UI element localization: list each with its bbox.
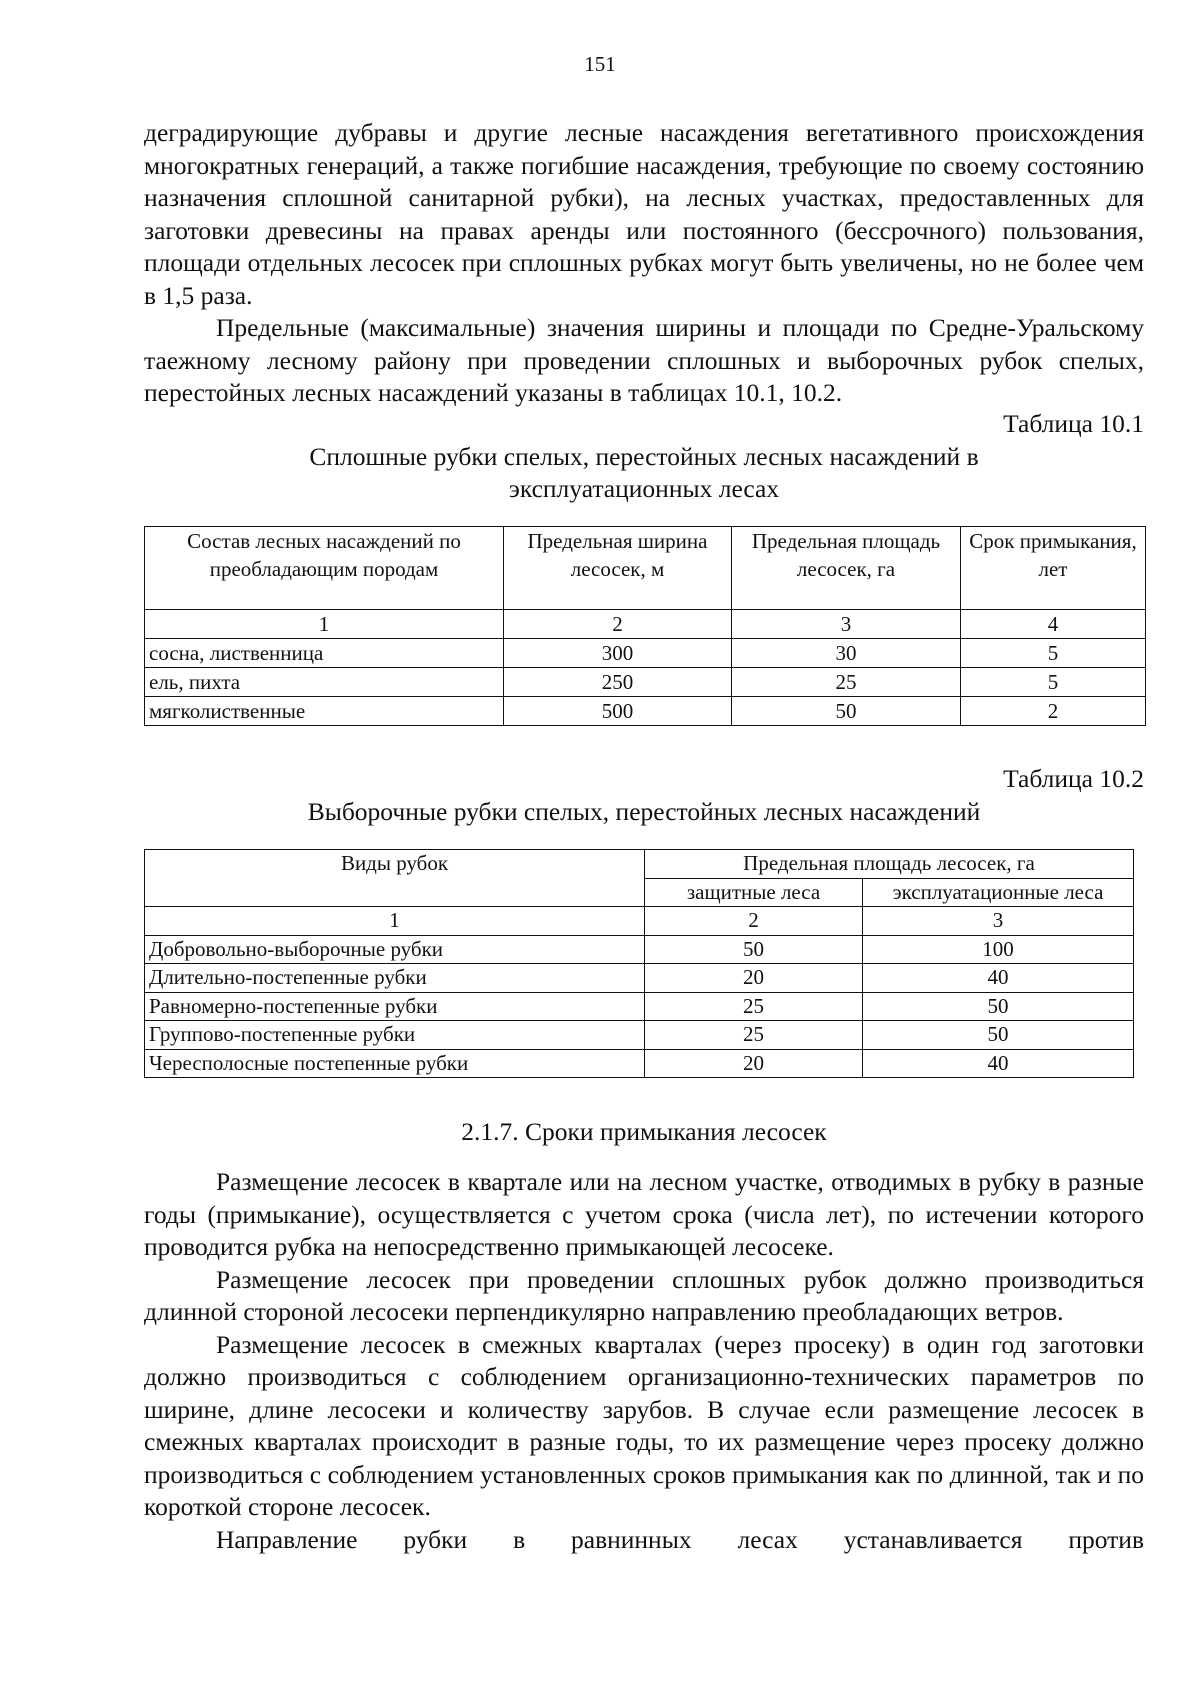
table-row — [145, 668, 1146, 697]
table-row — [145, 1021, 1134, 1050]
protective-area-cell: 25 — [645, 1021, 863, 1050]
protective-area-cell: 20 — [645, 964, 863, 993]
column-header: Виды рубок — [145, 850, 645, 907]
operational-area-cell: 50 — [863, 992, 1134, 1021]
cutting-type-cell: Равномерно-постепенные рубки — [145, 992, 645, 1021]
paragraph: Направление рубки в равнинных лесах устанавливается против — [216, 1524, 1144, 1554]
protective-area-cell: 20 — [645, 1049, 863, 1078]
species-cell: мягколиственные — [145, 697, 504, 726]
paragraph: Размещение лесосек в смежных кварталах (через просеку) в один год заготовки должно производиться с соблюдением организационно-технических параметров по ширине, длине лесосеки и количеству зарубов. В случае если размещение лесосек в смежных кварталах происходит в разные годы, то их размещение через просеку должно производиться с соблюдением установленных сроков примыкания как по длинной, так и по короткой стороне лесосек. — [144, 1329, 1144, 1521]
table-row — [145, 697, 1146, 726]
protective-area-cell: 25 — [645, 992, 863, 1021]
table-header-row — [145, 527, 1146, 610]
section-text — [144, 1166, 1144, 1556]
table2-title: Выборочные рубки спелых, перестойных лесных насаждений — [307, 796, 981, 826]
column-header: защитные леса — [645, 878, 863, 907]
column-number-row — [145, 610, 1146, 639]
column-header: эксплуатационные леса — [863, 878, 1134, 907]
term-cell: 5 — [961, 639, 1146, 668]
section-heading: 2.1.7. Сроки примыкания лесосек — [461, 1117, 827, 1146]
column-number: 2 — [645, 907, 863, 936]
paragraph: деградирующие дубравы и другие лесные насаждения вегетативного происхождения многократных генераций, а также погибшие насаждения, требующие по своему состоянию назначения сплошной санитарной рубки), на лесных участках, предоставленных для заготовки древесины на правах аренды или постоянного (бессрочного) пользования, площади отдельных лесосек при сплошных рубках могут быть увеличены, но не более чем в 1,5 раза. — [144, 118, 1144, 310]
table-header-row — [145, 850, 1134, 879]
paragraph: Предельные (максимальные) значения ширины и площади по Средне-Уральскому таежному лесному району при проведении сплошных и выборочных рубок спелых, перестойных лесных насаждений указаны в таблицах 10.1, 10.2. — [144, 313, 1144, 407]
term-cell: 2 — [961, 697, 1146, 726]
table-row — [145, 639, 1146, 668]
cutting-type-cell: Группово-постепенные рубки — [145, 1021, 645, 1050]
column-header: Срок примыкания, лет — [961, 527, 1146, 610]
area-cell: 50 — [732, 697, 961, 726]
operational-area-cell: 100 — [863, 935, 1134, 964]
table1-label: Таблица 10.1 — [1003, 409, 1144, 438]
operational-area-cell: 40 — [863, 964, 1134, 993]
column-number: 2 — [504, 610, 732, 639]
cutting-type-cell: Длительно-постепенные рубки — [145, 964, 645, 993]
operational-area-cell: 50 — [863, 1021, 1134, 1050]
column-number: 1 — [145, 610, 504, 639]
column-number: 4 — [961, 610, 1146, 639]
species-cell: ель, пихта — [145, 668, 504, 697]
area-cell: 30 — [732, 639, 961, 668]
width-cell: 300 — [504, 639, 732, 668]
table-selective-cutting-limits — [144, 849, 1134, 1078]
table2-label: Таблица 10.2 — [1003, 764, 1144, 793]
page-number: 151 — [584, 52, 616, 76]
column-number-row — [145, 907, 1134, 936]
column-header: Состав лесных насаждений по преобладающим породам — [145, 527, 504, 610]
column-header: Предельная ширина лесосек, м — [504, 527, 732, 610]
width-cell: 500 — [504, 697, 732, 726]
paragraph: Размещение лесосек в квартале или на лесном участке, отводимых в рубку в разные годы (примыкание), осуществляется с учетом срока (числа лет), по истечении которого проводится рубка на непосредственно примыкающей лесосеке. — [144, 1167, 1144, 1261]
protective-area-cell: 50 — [645, 935, 863, 964]
table-clear-cutting-limits — [144, 526, 1146, 726]
area-cell: 25 — [732, 668, 961, 697]
column-group-header: Предельная площадь лесосек, га — [645, 850, 1134, 879]
table2-caption — [144, 763, 1144, 828]
intro-text — [144, 117, 1144, 410]
table-row — [145, 935, 1134, 964]
column-number: 1 — [145, 907, 645, 936]
table1-title-line2: эксплуатационных лесах — [508, 474, 780, 503]
table1-title-line1: Сплошные рубки спелых, перестойных лесных насаждений в — [309, 441, 979, 471]
table-row — [145, 964, 1134, 993]
table-row — [145, 1049, 1134, 1078]
width-cell: 250 — [504, 668, 732, 697]
species-cell: сосна, лиственница — [145, 639, 504, 668]
term-cell: 5 — [961, 668, 1146, 697]
table1-caption — [144, 408, 1144, 506]
column-number: 3 — [732, 610, 961, 639]
table-row — [145, 992, 1134, 1021]
cutting-type-cell: Чересполосные постепенные рубки — [145, 1049, 645, 1078]
cutting-type-cell: Добровольно-выборочные рубки — [145, 935, 645, 964]
column-header: Предельная площадь лесосек, га — [732, 527, 961, 610]
paragraph: Размещение лесосек при проведении сплошных рубок должно производиться длинной стороной лесосеки перпендикулярно направлению преобладающих ветров. — [144, 1264, 1144, 1326]
operational-area-cell: 40 — [863, 1049, 1134, 1078]
column-number: 3 — [863, 907, 1134, 936]
